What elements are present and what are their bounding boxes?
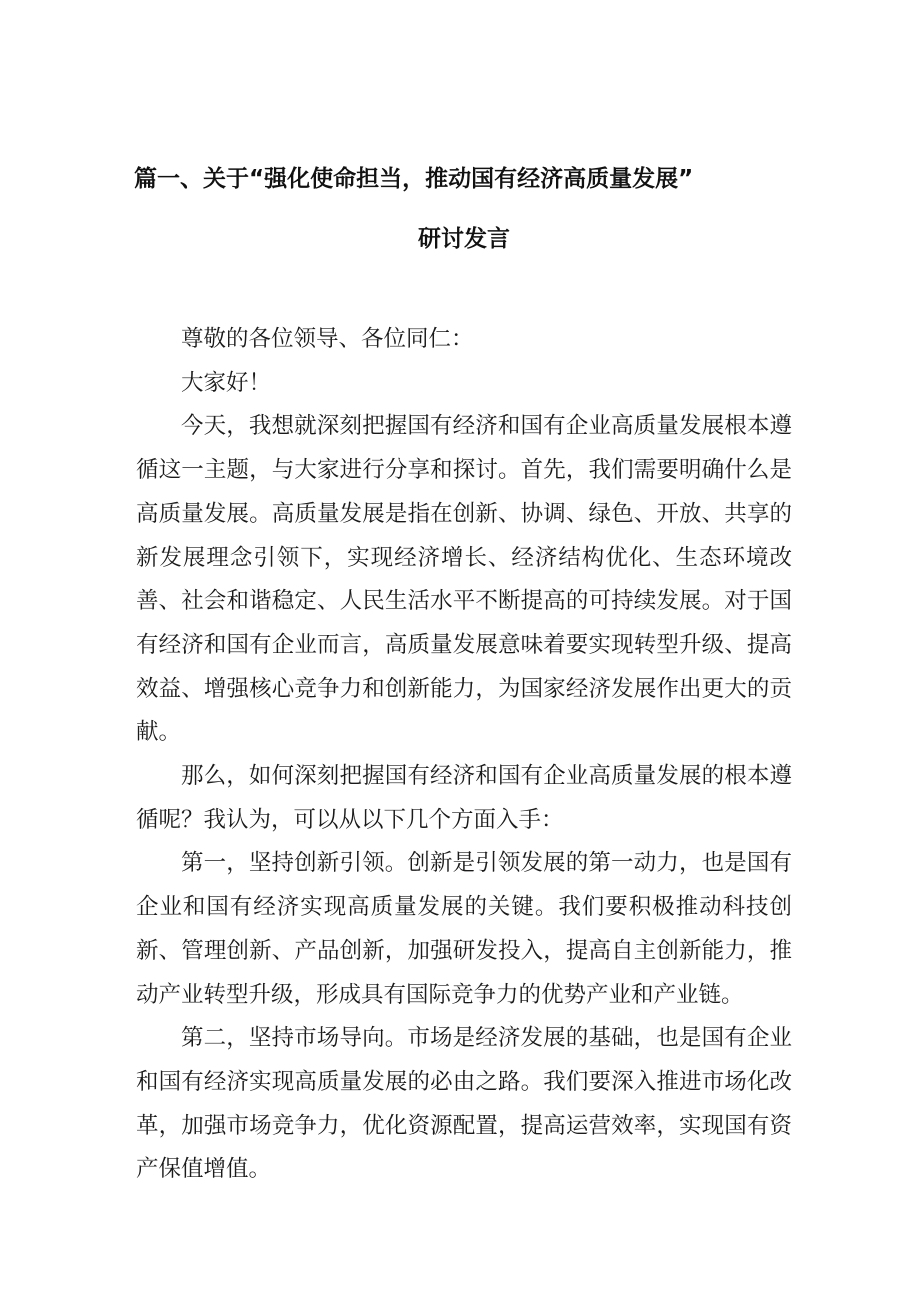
body-paragraph: 第一，坚持创新引领。创新是引领发展的第一动力，也是国有企业和国有经济实现高质量发展的关键。我们要积极推动科技创新、管理创新、产品创新，加强研发投入，提高自主创新能力，推动产业转型升级，形成具有国际竞争力的优势产业和产业链。	[136, 850, 792, 1008]
salutation-paragraph: 尊敬的各位领导、各位同仁：	[181, 326, 474, 352]
greeting-paragraph: 大家好！	[181, 369, 272, 396]
document-body	[136, 318, 792, 1192]
body-paragraph: 那么，如何深刻把握国有经济和国有企业高质量发展的根本遵循呢？我认为，可以从以下几个方面入手：	[136, 763, 792, 833]
document-title-line-1: 篇一、关于“强化使命担当，推动国有经济高质量发展”	[134, 166, 694, 192]
document-title-line-2: 研讨发言	[418, 226, 510, 252]
body-paragraph: 第二，坚持市场导向。市场是经济发展的基础，也是国有企业和国有经济实现高质量发展的必由之路。我们要深入推进市场化改革，加强市场竞争力，优化资源配置，提高运营效率，实现国有资产保值增值。	[136, 1025, 792, 1183]
body-paragraph: 今天，我想就深刻把握国有经济和国有企业高质量发展根本遵循这一主题，与大家进行分享和探讨。首先，我们需要明确什么是高质量发展。高质量发展是指在创新、协调、绿色、开放、共享的新发展理念引领下，实现经济增长、经济结构优化、生态环境改善、社会和谐稳定、人民生活水平不断提高的可持续发展。对于国有经济和国有企业而言，高质量发展意味着要实现转型升级、提高效益、增强核心竞争力和创新能力，为国家经济发展作出更大的贡献。	[136, 413, 792, 746]
